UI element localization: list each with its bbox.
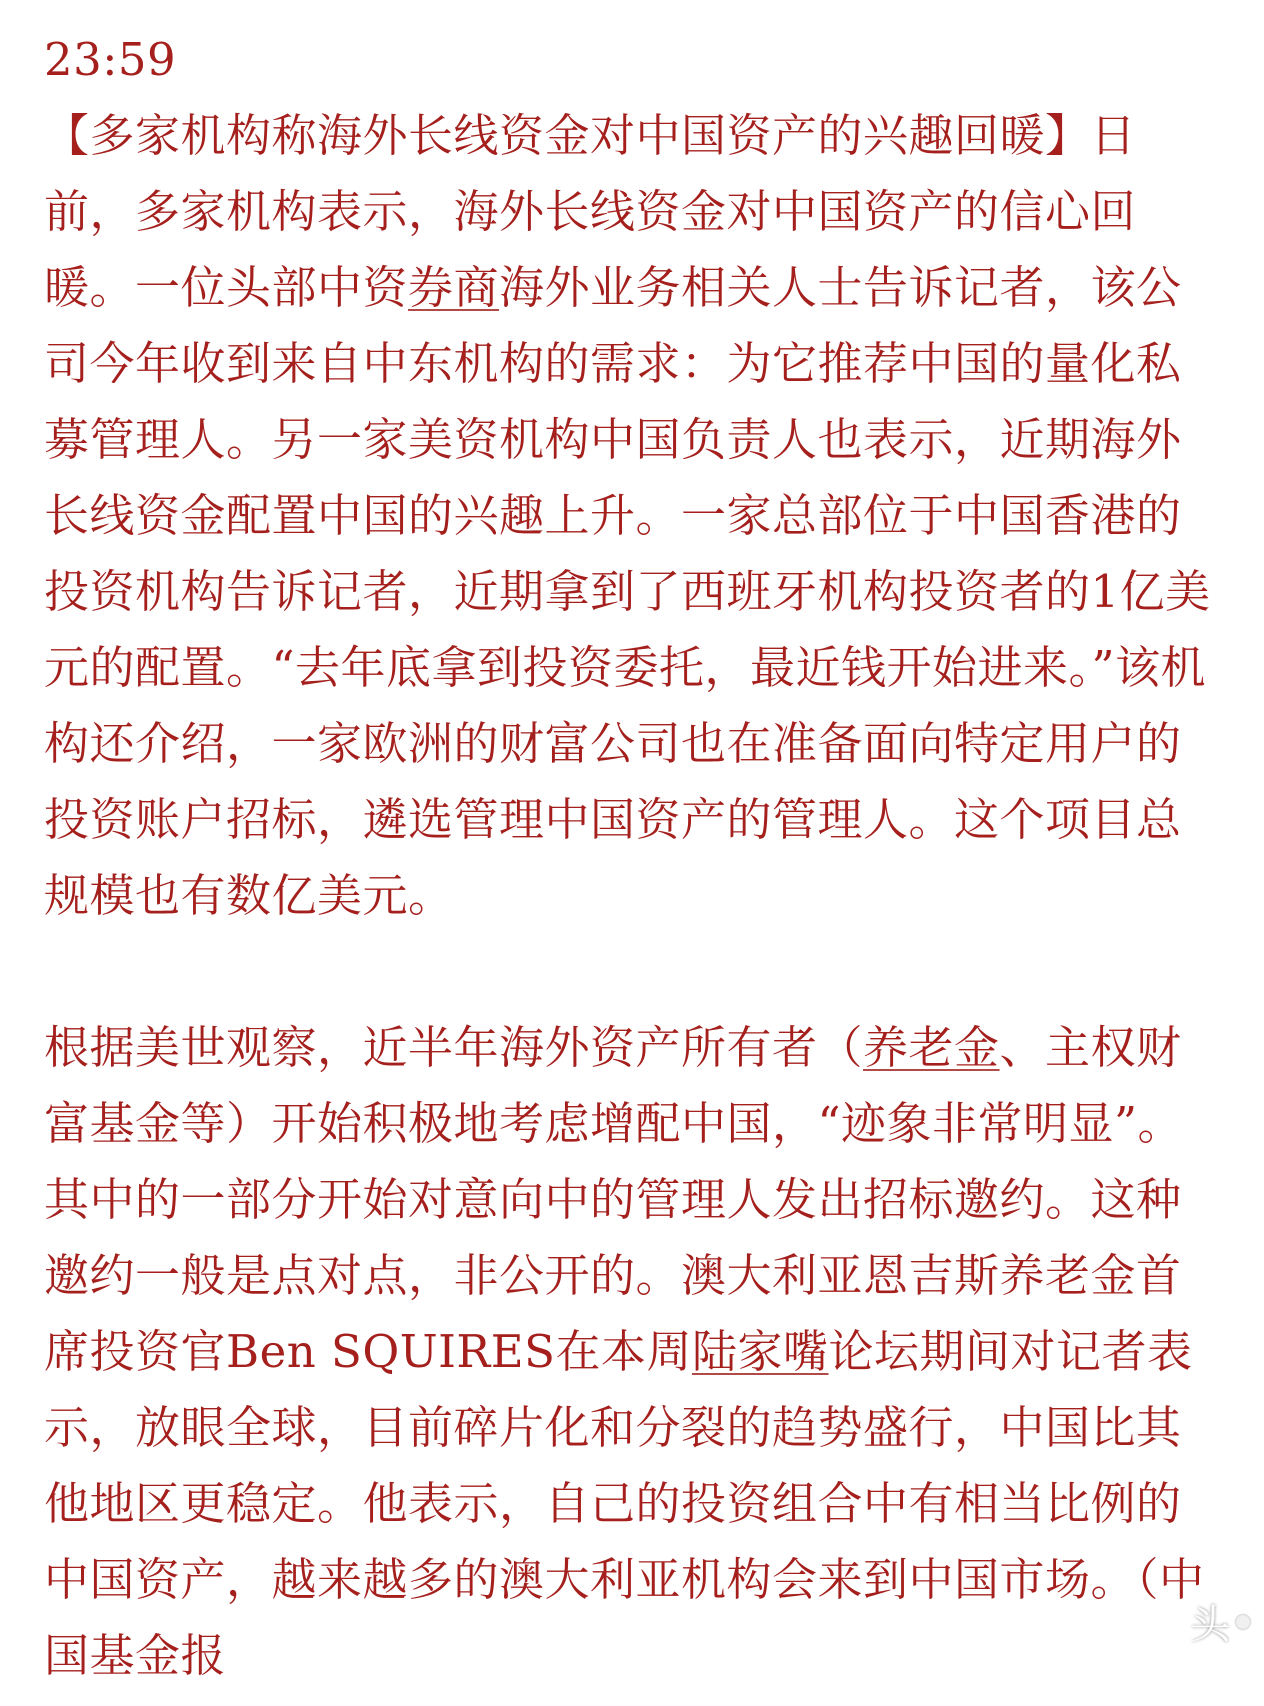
link-pension[interactable]: 养老金 — [863, 1021, 1000, 1074]
news-title: 【多家机构称海外长线资金对中国资产的兴趣回暖】 — [44, 109, 1091, 162]
link-brokerage[interactable]: 券商 — [408, 261, 500, 314]
paragraph-2 — [44, 1010, 1224, 1694]
watermark-text: 头 — [1190, 1602, 1230, 1648]
paragraph-2-text-b: 、主权财富基金等）开始积极地考虑增配中国，“迹象非常明显”。其中的一部分开始对意向中的管理人发出招标邀约。这种邀约一般是点对点，非公开的。澳大利亚恩吉斯养老金首席投资官Ben SQUIRES在本周 — [44, 1021, 1184, 1378]
paragraph-1-text-a: 日前，多家机构表示，海外长线资金对中国资产的信心回暖。一位头部中资 — [44, 109, 1137, 314]
news-time: 23:59 — [44, 33, 177, 86]
paragraph-1-text-b: 海外业务相关人士告诉记者，该公司今年收到来自中东机构的需求：为它推荐中国的量化私募管理人。另一家美资机构中国负责人也表示，近期海外长线资金配置中国的兴趣上升。一家总部位于中国香港的投资机构告诉记者，近期拿到了西班牙机构投资者的1亿美元的配置。“去年底拿到投资委托，最近钱开始进来。”该机构还介绍，一家欧洲的财富公司也在准备面向特定用户的投资账户招标，遴选管理中国资产的管理人。这个项目总规模也有数亿美元。 — [44, 261, 1211, 922]
paragraph-1 — [44, 22, 1224, 934]
watermark-icon — [1236, 1615, 1250, 1629]
link-lujiazui[interactable]: 陆家嘴 — [691, 1325, 829, 1378]
paragraph-2-text-c: 论坛期间对记者表示，放眼全球，目前碎片化和分裂的趋势盛行，中国比其他地区更稳定。他表示，自己的投资组合中有相当比例的中国资产，越来越多的澳大利亚机构会来到中国市场。（中国基金报 — [44, 1325, 1205, 1682]
paragraph-2-text-a: 根据美世观察，近半年海外资产所有者（ — [44, 1021, 864, 1074]
source-watermark — [1190, 1593, 1250, 1650]
article-body — [44, 22, 1224, 1694]
paragraph-gap — [44, 934, 1224, 1010]
